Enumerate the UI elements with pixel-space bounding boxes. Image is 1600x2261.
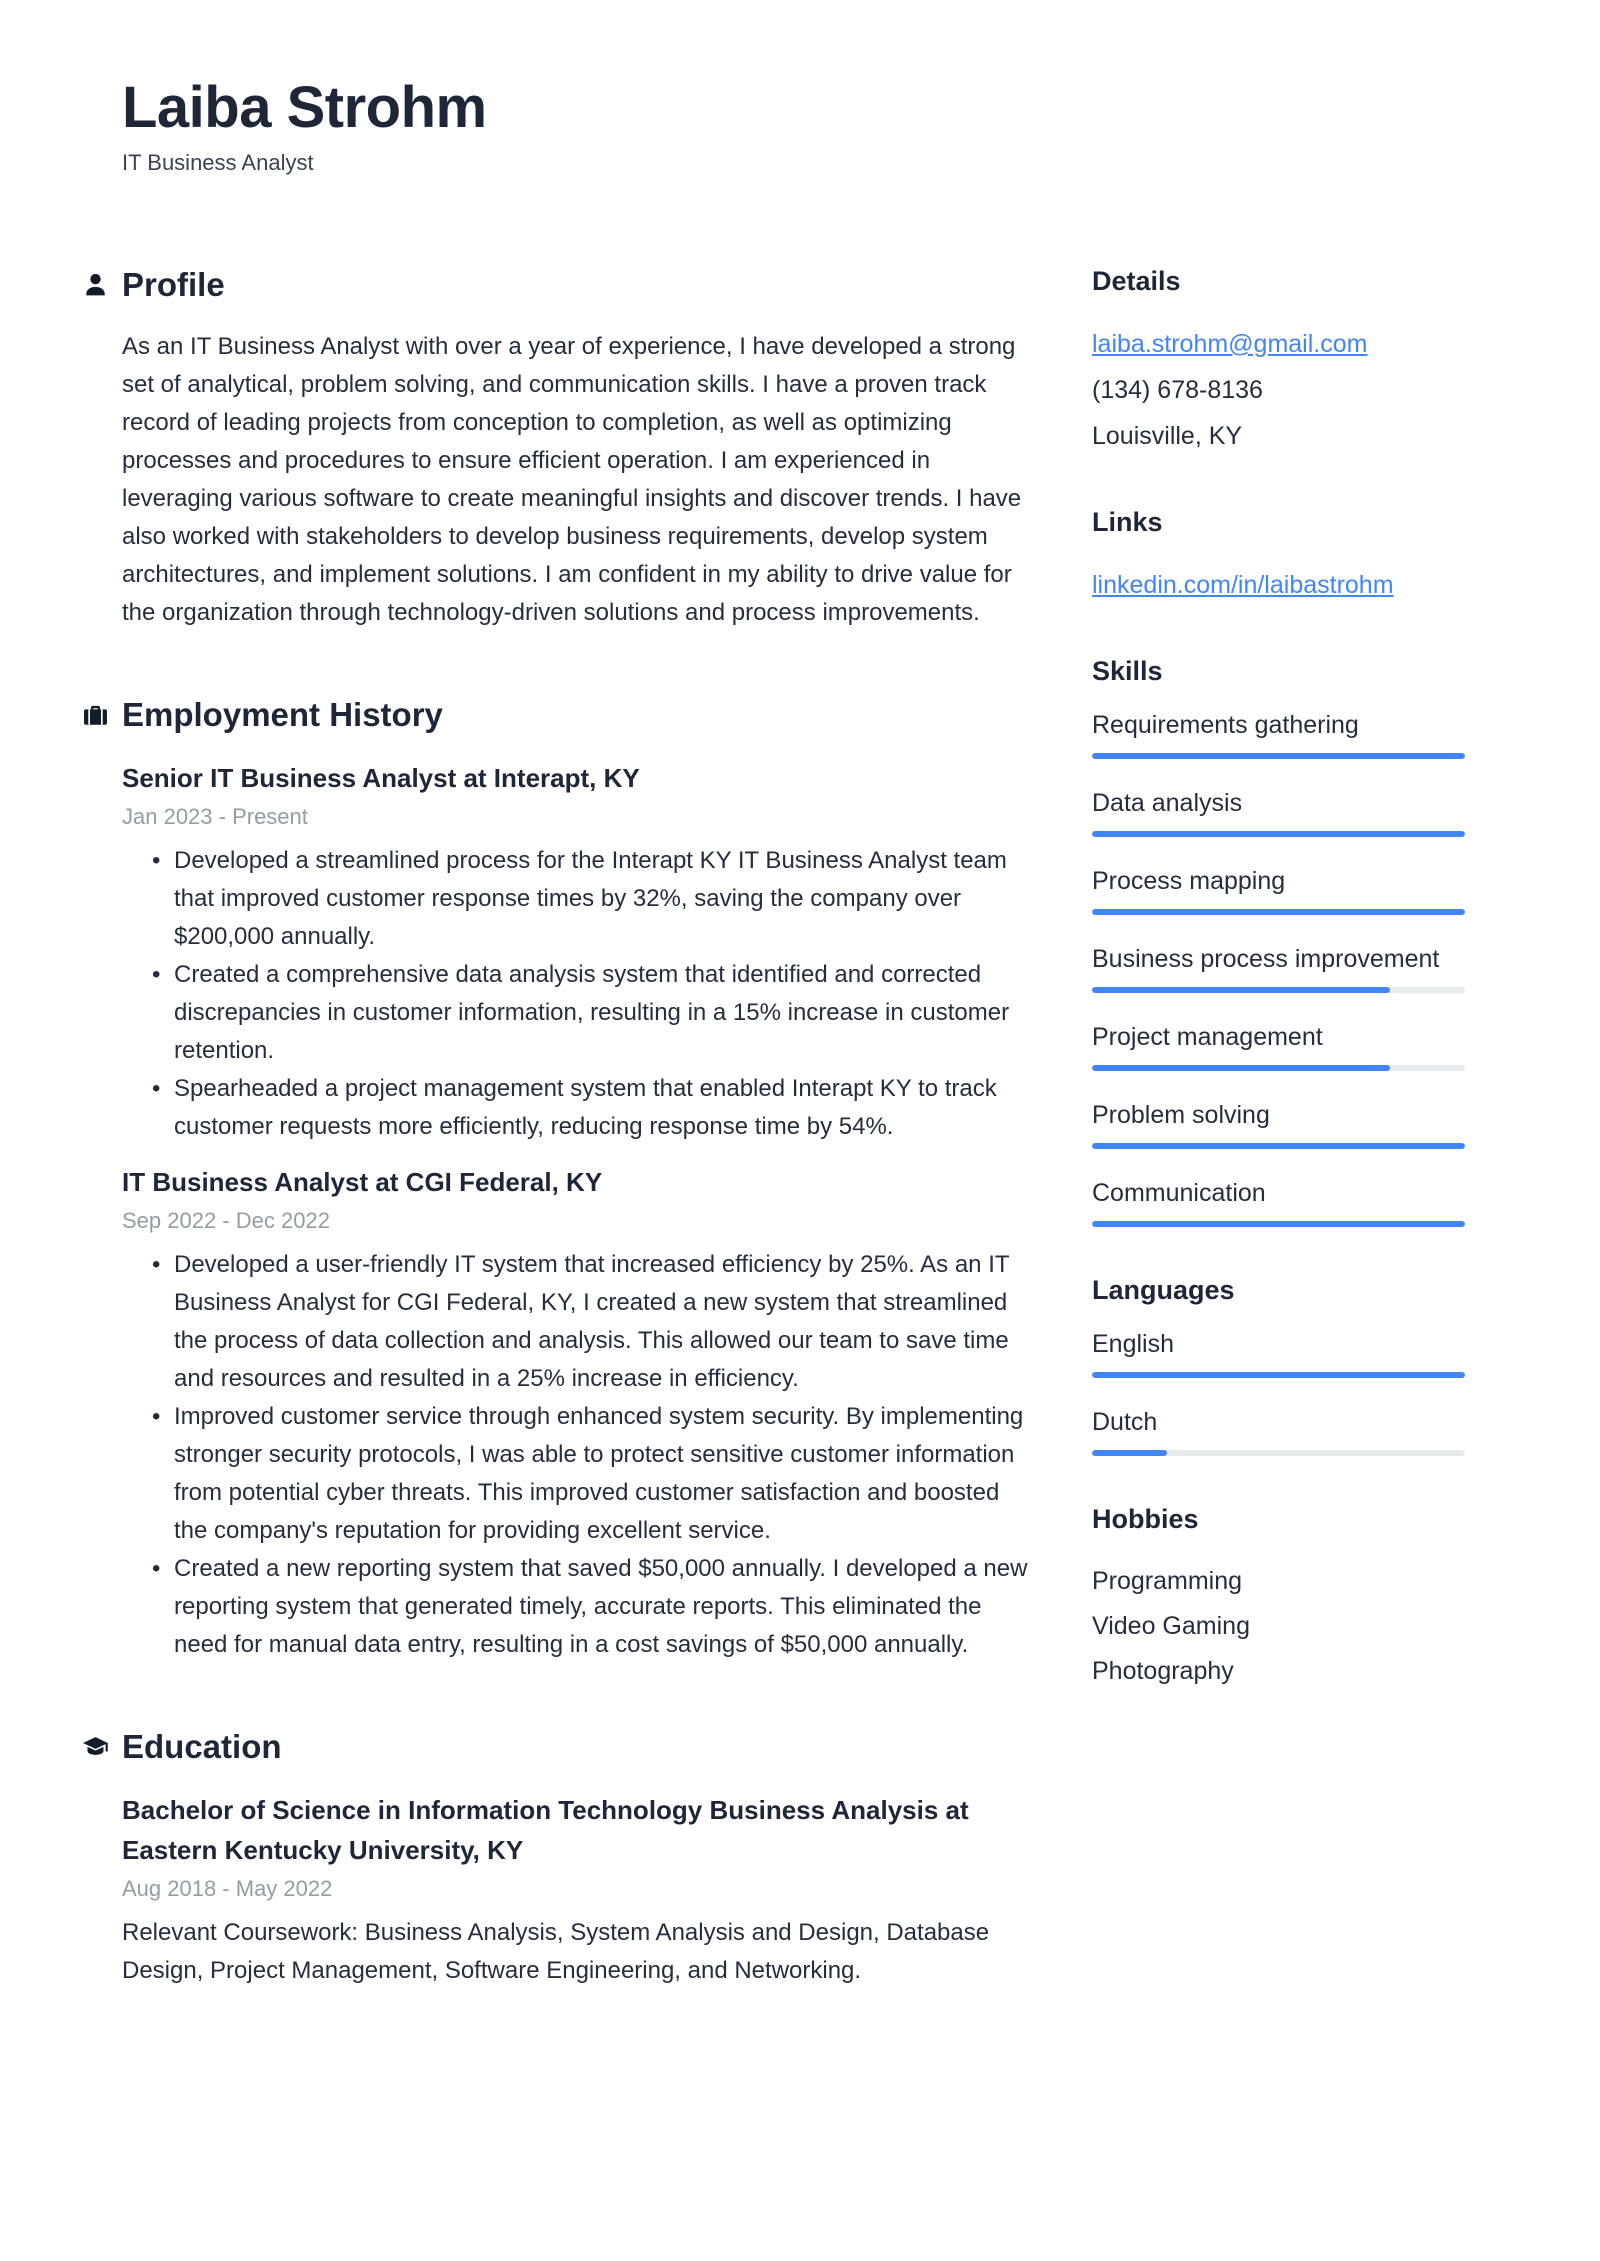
job-bullet: • Spearheaded a project management system that enabled Interapt KY to track customer requests more efficiently, reducing response time by 54%. (122, 1070, 1035, 1146)
employment-heading-label: Employment History (122, 695, 443, 733)
person-icon (82, 272, 109, 299)
skill-label: Data analysis (1092, 788, 1243, 817)
job-dates: Sep 2022 - Dec 2022 (122, 1207, 330, 1233)
skill-bar-fill (1092, 909, 1465, 915)
skill-bar (1092, 831, 1465, 837)
skill-item (1092, 789, 1465, 837)
links-section (1092, 507, 1465, 608)
skill-bar (1092, 1221, 1465, 1227)
profile-heading (122, 266, 1035, 304)
skill-bar (1092, 909, 1465, 915)
job-bullet: • Created a new reporting system that saved $50,000 annually. I developed a new reporting system that generated timely, accurate reports. This eliminated the need for manual data entry, resulting in a cost savings of $50,000 annually. (122, 1550, 1035, 1664)
skill-label: Process mapping (1092, 866, 1286, 895)
job-entry (122, 1162, 1035, 1664)
skills-heading: Skills (1092, 655, 1163, 686)
job-bullet: • Developed a streamlined process for the Interapt KY IT Business Analyst team that improved customer response times by 32%, saving the company over $200,000 annually. (122, 842, 1035, 956)
skill-item (1092, 945, 1465, 993)
skill-bar-fill (1092, 1065, 1390, 1071)
languages-heading: Languages (1092, 1274, 1235, 1305)
skill-label: Communication (1092, 1178, 1266, 1207)
email-link[interactable]: laiba.strohm@gmail.com (1092, 329, 1368, 358)
employment-heading (122, 696, 1035, 734)
language-item (1092, 1330, 1465, 1378)
details-heading: Details (1092, 265, 1181, 296)
skill-item (1092, 1101, 1465, 1149)
hobby-item: Video Gaming (1092, 1612, 1250, 1641)
education-section (122, 1728, 1035, 1990)
job-entry (122, 758, 1035, 1146)
sidebar-column (1092, 266, 1465, 1742)
job-dates: Jan 2023 - Present (122, 803, 308, 829)
skill-label: Requirements gathering (1092, 710, 1359, 739)
skill-item (1092, 711, 1465, 759)
main-column (122, 266, 1035, 2054)
language-bar (1092, 1372, 1465, 1378)
skill-label: Business process improvement (1092, 944, 1440, 973)
hobbies-heading: Hobbies (1092, 1503, 1199, 1534)
skill-label: Problem solving (1092, 1100, 1270, 1129)
linkedin-link[interactable]: linkedin.com/in/laibastrohm (1092, 570, 1394, 599)
job-bullet: • Improved customer service through enhanced system security. By implementing stronger security protocols, I was able to protect sensitive customer information from potential cyber threats. This improved customer satisfaction and boosted the company's reputation for providing excellent service. (122, 1398, 1035, 1550)
skill-bar-fill (1092, 987, 1390, 993)
skill-item (1092, 1179, 1465, 1227)
job-title: IT Business Analyst at CGI Federal, KY (122, 1166, 603, 1197)
language-item (1092, 1408, 1465, 1456)
skill-bar-fill (1092, 1143, 1465, 1149)
person-job-title: IT Business Analyst (122, 149, 314, 175)
degree-title: Bachelor of Science in Information Technology Business Analysis at Eastern Kentucky University, KY (122, 1794, 969, 1865)
job-bullet-list (122, 1246, 1035, 1664)
hobby-item: Photography (1092, 1657, 1234, 1686)
profile-text: As an IT Business Analyst with over a year of experience, I have developed a strong set of analytical, problem solving, and communication skills. I have a proven track record of leading projects from conception to completion, as well as optimizing processes and procedures to ensure efficient operation. I am experienced in leveraging various software to create meaningful insights and discover trends. I have also worked with stakeholders to develop business requirements, develop system architectures, and implement solutions. I am confident in my ability to drive value for the organization through technology-driven solutions and process improvements. (122, 332, 1022, 626)
skill-label: Project management (1092, 1022, 1323, 1051)
skill-bar-fill (1092, 753, 1465, 759)
links-heading: Links (1092, 506, 1163, 537)
job-bullet: • Developed a user-friendly IT system that increased efficiency by 25%. As an IT Business Analyst for CGI Federal, KY, I created a new system that streamlined the process of data collection and analysis. This allowed our team to save time and resources and resulted in a 25% increase in efficiency. (122, 1246, 1035, 1398)
education-heading (122, 1728, 1035, 1766)
language-label: Dutch (1092, 1407, 1158, 1436)
language-bar-fill (1092, 1450, 1167, 1456)
location: Louisville, KY (1092, 421, 1243, 450)
header (0, 0, 1600, 176)
skill-bar (1092, 1143, 1465, 1149)
job-title: Senior IT Business Analyst at Interapt, KY (122, 762, 640, 793)
phone-number: (134) 678-8136 (1092, 375, 1263, 404)
education-dates: Aug 2018 - May 2022 (122, 1875, 333, 1901)
profile-section (122, 266, 1035, 632)
languages-section (1092, 1275, 1465, 1456)
skill-bar-fill (1092, 831, 1465, 837)
profile-heading-label: Profile (122, 265, 225, 303)
employment-section (122, 696, 1035, 1664)
job-bullet-list (122, 842, 1035, 1146)
content-columns (0, 266, 1600, 2054)
skills-section (1092, 656, 1465, 1227)
hobbies-section (1092, 1504, 1465, 1694)
education-description: Relevant Coursework: Business Analysis, System Analysis and Design, Database Design, Project Management, Software Engineering, and Networking. (122, 1918, 990, 1984)
skill-bar (1092, 987, 1465, 993)
job-bullet: • Created a comprehensive data analysis system that identified and corrected discrepancies in customer information, resulting in a 15% increase in customer retention. (122, 956, 1035, 1070)
skill-bar-fill (1092, 1221, 1465, 1227)
skill-bar (1092, 1065, 1465, 1071)
skill-bar (1092, 753, 1465, 759)
details-section (1092, 266, 1465, 459)
hobby-item: Programming (1092, 1567, 1243, 1596)
language-bar-fill (1092, 1372, 1465, 1378)
education-heading-label: Education (122, 1727, 282, 1765)
skill-item (1092, 1023, 1465, 1071)
skill-item (1092, 867, 1465, 915)
person-name: Laiba Strohm (122, 75, 487, 140)
briefcase-icon (82, 702, 109, 729)
language-bar (1092, 1450, 1465, 1456)
graduation-cap-icon (82, 1734, 109, 1761)
language-label: English (1092, 1329, 1174, 1358)
